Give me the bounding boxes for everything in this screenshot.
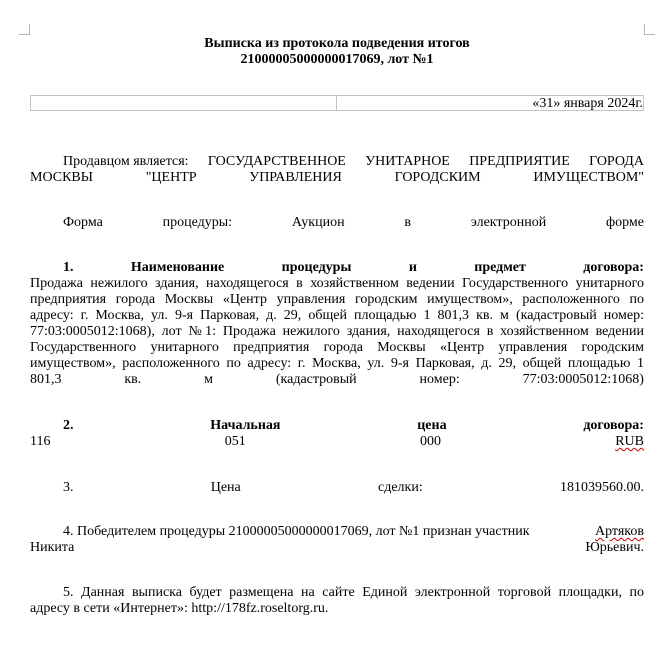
word: в xyxy=(404,215,412,230)
word: УНИТАРНОЕ xyxy=(365,154,450,169)
section3-deal-price xyxy=(63,480,644,496)
word: ГОСУДАРСТВЕННОЕ xyxy=(207,154,346,169)
section1-text-line: предприятия города Москвы «Центр управления городским имуществом», расположенного по xyxy=(30,292,644,307)
word: номер: xyxy=(419,372,460,387)
section1-heading xyxy=(63,260,644,276)
section1-text-line: Государственного унитарного предприятия города Москвы «Центр управления городским xyxy=(30,340,644,355)
word: ИМУЩЕСТВОМ" xyxy=(533,170,644,185)
winner-text: 4. Победителем процедуры 21000005000000017069, лот №1 признан участник xyxy=(63,524,530,539)
page-corner-mark xyxy=(19,24,30,35)
seller-line-1 xyxy=(63,154,644,170)
word: ГОРОДА xyxy=(589,154,644,169)
word: УПРАВЛЕНИЯ xyxy=(249,170,342,185)
word: процедуры: xyxy=(162,215,233,230)
word: Юрьевич. xyxy=(585,540,644,555)
word: Никита xyxy=(30,540,75,555)
word: Наименование xyxy=(130,260,225,275)
word: предмет xyxy=(474,260,526,275)
word: (кадастровый xyxy=(275,372,357,387)
word: МОСКВЫ xyxy=(30,170,93,185)
price-part: 051 xyxy=(224,434,246,449)
word: 2. xyxy=(63,418,74,433)
winner-surname: Артяков xyxy=(595,524,644,539)
word: цена xyxy=(417,418,447,433)
word: 3. xyxy=(63,480,74,495)
word: 801,3 xyxy=(30,372,62,387)
word: процедуры xyxy=(281,260,352,275)
word: м xyxy=(204,372,213,387)
currency-code: RUB xyxy=(615,434,644,449)
word: 1. xyxy=(63,260,74,275)
word: сделки: xyxy=(378,480,423,495)
date-table xyxy=(30,95,644,111)
section2-price-line xyxy=(30,434,644,450)
word: Форма xyxy=(63,215,103,230)
section4-line-2 xyxy=(30,540,644,556)
table-divider xyxy=(336,96,337,110)
word: Аукцион xyxy=(291,215,345,230)
seller-line-2 xyxy=(30,170,644,186)
document-title: Выписка из протокола подведения итогов xyxy=(204,36,470,51)
word: ПРЕДПРИЯТИЕ xyxy=(469,154,570,169)
deal-price-value: 181039560.00. xyxy=(559,480,644,495)
page-corner-mark xyxy=(644,24,655,35)
word: электронной xyxy=(470,215,547,230)
section1-last-line xyxy=(30,372,644,388)
procedure-form xyxy=(63,215,644,231)
price-part: 000 xyxy=(419,434,441,449)
word: кв. xyxy=(124,372,142,387)
seller-label: Продавцом является: xyxy=(63,154,189,169)
section1-text-line: имуществом», расположенного по адресу: г. Москва, ул. 9-я Парковая, д. 29, общей площадью 1 xyxy=(30,356,644,371)
section2-heading xyxy=(63,418,644,434)
word: форме xyxy=(606,215,644,230)
section1-text-line: 77:03:0005012:1068), лот №1: Продажа нежилого здания, находящегося в хозяйственном ведении xyxy=(30,324,644,339)
price-part: 116 xyxy=(30,434,51,449)
section1-text-line: адресу: г. Москва, ул. 9-я Парковая, д. 29, общей площадью 1 801,3 кв. м (кадастровый номер: xyxy=(30,308,644,323)
word: договора: xyxy=(583,260,644,275)
word: "ЦЕНТР xyxy=(145,170,197,185)
word: Начальная xyxy=(210,418,281,433)
word: Цена xyxy=(210,480,241,495)
section1-text-line: Продажа нежилого здания, находящегося в хозяйственном ведении Государственного унитарного xyxy=(30,276,644,291)
document-date: «31» января 2024г. xyxy=(532,96,643,111)
word: 77:03:0005012:1068) xyxy=(522,372,644,387)
word: ГОРОДСКИМ xyxy=(394,170,481,185)
word: договора: xyxy=(583,418,644,433)
section5-line-2: адресу в сети «Интернет»: http://178fz.roseltorg.ru. xyxy=(30,601,329,616)
section4-line-1 xyxy=(63,524,644,540)
protocol-number: 21000005000000017069, лот №1 xyxy=(240,52,434,67)
word: и xyxy=(408,260,417,275)
section5-line-1: 5. Данная выписка будет размещена на сайте Единой электронной торговой площадки, по xyxy=(63,585,644,600)
